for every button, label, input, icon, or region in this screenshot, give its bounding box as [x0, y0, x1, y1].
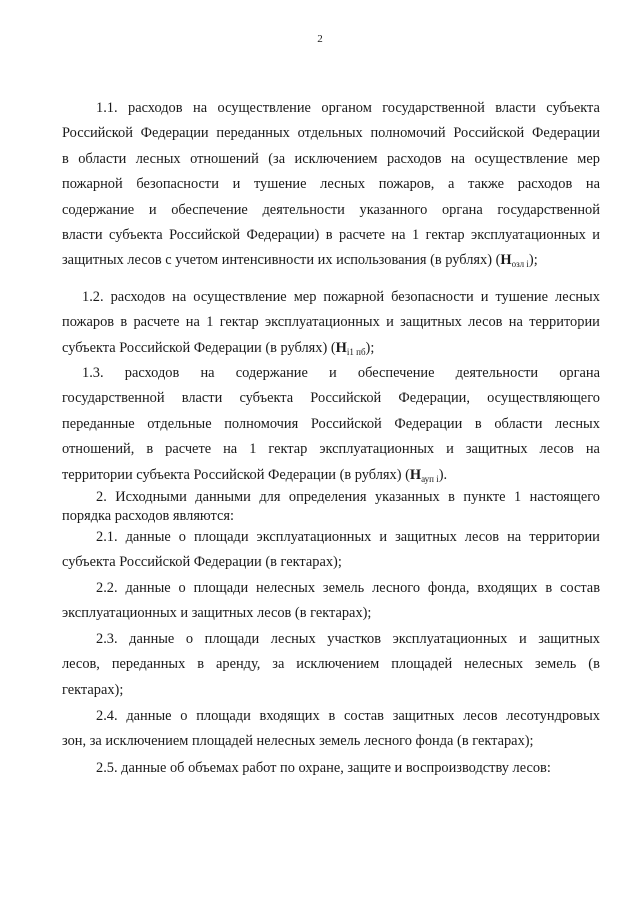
text-line: пожарной безопасности и тушение лесных пожаров, а также расходов на [62, 176, 600, 193]
paragraph-2-5 [62, 756, 600, 781]
paragraph-2-3 [62, 627, 600, 703]
text-line: содержание и обеспечение деятельности указанного органа государственной [62, 201, 600, 218]
text-line: власти субъекта Российской Федерации) в расчете на 1 гектар эксплуатационных и [62, 227, 600, 244]
text-line: зон, за исключением площадей нелесных земель лесного фонда (в гектарах); [62, 733, 534, 750]
text-line [62, 248, 600, 273]
text-line: государственной власти субъекта Российской Федерации, осуществляющего [62, 390, 600, 407]
text-line: переданные отдельные полномочия Российской Федерации в области лесных [62, 415, 600, 432]
paragraph-2 [62, 488, 600, 526]
text-line: 2.5. данные об объемах работ по охране, защите и воспроизводству лесов: [96, 760, 551, 776]
paragraph-2-4 [62, 704, 600, 755]
text-line: лесов, переданных в аренду, за исключением площадей нелесных земель (в [62, 656, 600, 673]
text-line: Российской Федерации переданных отдельных полномочий Российской Федерации [62, 125, 600, 142]
text-line: в области лесных отношений (за исключением расходов на осуществление мер [62, 150, 600, 167]
paragraph-1-3 [62, 361, 600, 488]
text-line: пожаров в расчете на 1 гектар эксплуатационных и защитных лесов на территории [62, 314, 600, 331]
text-line: порядка расходов являются: [62, 508, 234, 524]
line-text: территории субъекта Российской Федерации (в рублях) ( [62, 466, 410, 483]
line-tail: ); [365, 339, 375, 356]
line-tail: ); [528, 252, 538, 269]
line-tail: ). [438, 466, 448, 483]
text-line: 2.2. данные о площади нелесных земель лесного фонда, входящих в состав [96, 580, 600, 596]
paragraph-2-2 [62, 576, 600, 627]
text-line: эксплуатационных и защитных лесов (в гектарах); [62, 605, 372, 622]
text-line: 2.4. данные о площади входящих в состав защитных лесов лесотундровых [96, 708, 600, 724]
text-line: 1.2. расходов на осуществление мер пожарной безопасности и тушение лесных [82, 289, 600, 305]
page-number: 2 [317, 33, 323, 45]
line-text: субъекта Российской Федерации (в рублях) ( [62, 339, 336, 356]
text-line: 2.1. данные о площади эксплуатационных и защитных лесов на территории [96, 529, 600, 545]
formula-subscript: озл i [511, 259, 529, 270]
text-line: 1.1. расходов на осуществление органом государственной власти субъекта [96, 100, 600, 116]
formula-subscript: i1 пб [346, 346, 366, 357]
text-line: субъекта Российской Федерации (в гектарах); [62, 554, 342, 571]
formula-symbol: $Н_{озл i}$ [500, 252, 529, 270]
text-line: 1.3. расходов на содержание и обеспечение деятельности органа [82, 365, 600, 381]
line-text: защитных лесов с учетом интенсивности их использования (в рублях) ( [62, 252, 501, 269]
text-line: 2. Исходными данными для определения указанных в пункте 1 настоящего [96, 489, 600, 505]
text-line: гектарах); [62, 681, 124, 698]
text-line [62, 336, 600, 361]
text-line: 2.3. данные о площади лесных участков эксплуатационных и защитных [96, 631, 600, 647]
text-line: отношений, в расчете на 1 гектар эксплуатационных и защитных лесов на [62, 441, 600, 458]
paragraph-1-1 [62, 96, 600, 274]
formula-symbol: $Н_{ауп i}$ [409, 466, 439, 484]
formula-subscript: ауп i [421, 473, 439, 484]
paragraph-2-1 [62, 525, 600, 576]
text-line [62, 463, 600, 488]
formula-symbol: $Н_{i1 пб}$ [335, 339, 366, 357]
paragraph-1-2 [62, 285, 600, 361]
